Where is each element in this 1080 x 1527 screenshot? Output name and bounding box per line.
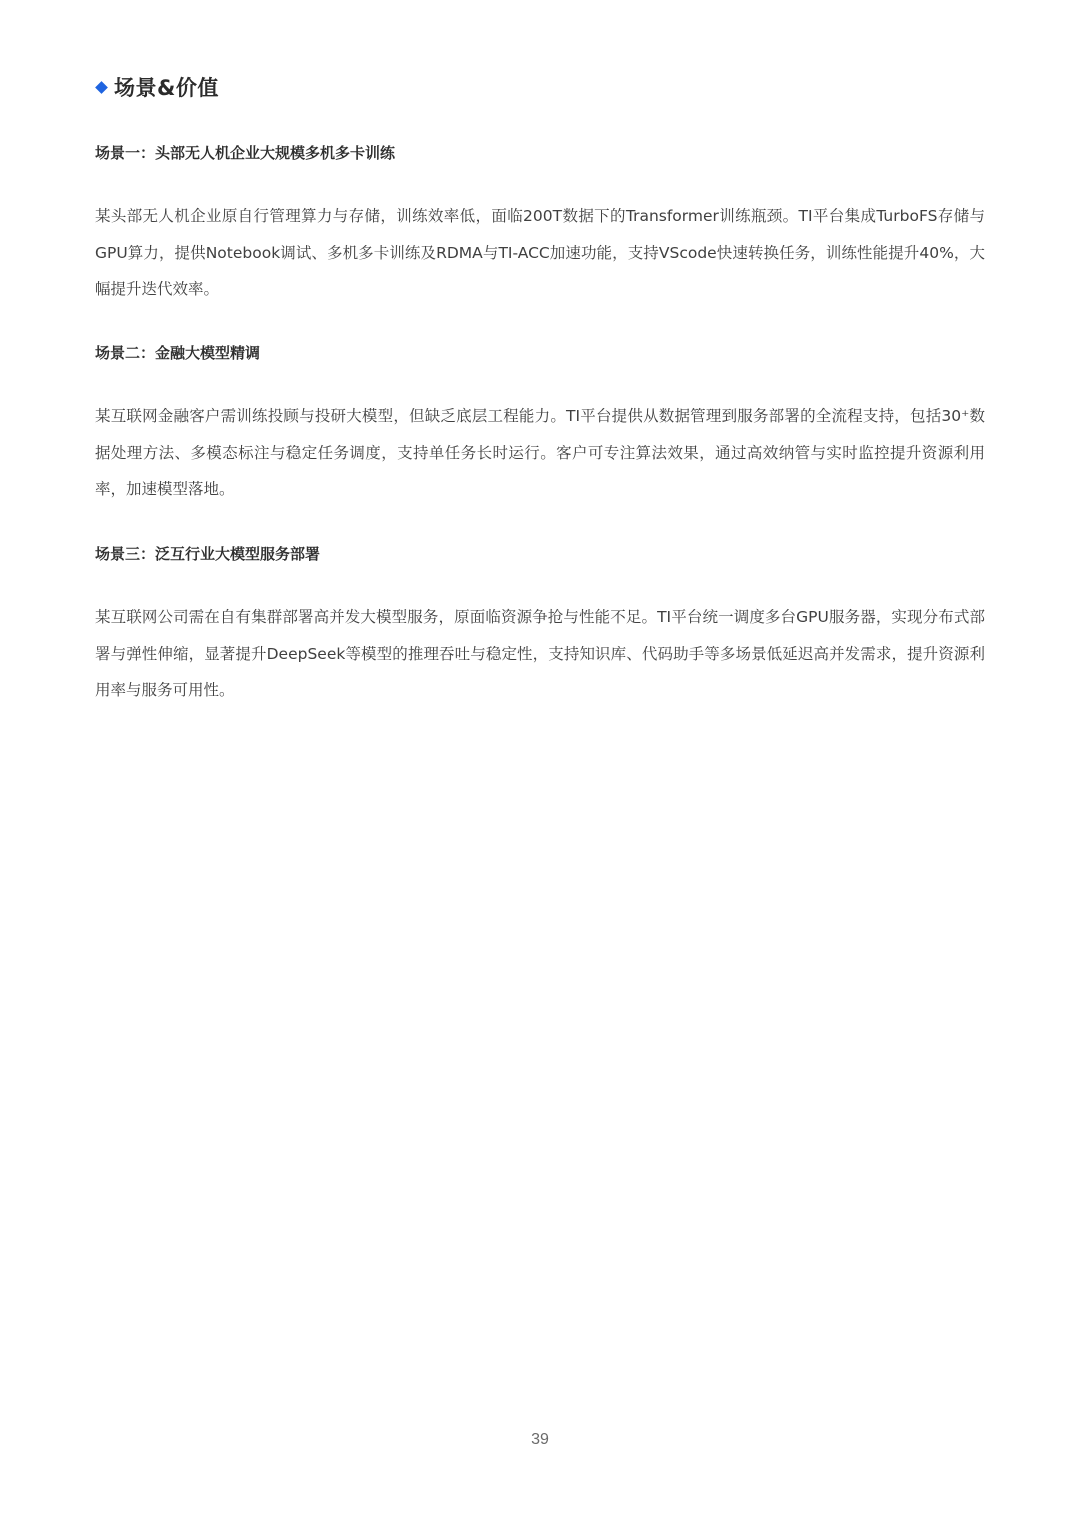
section-title: 场景&价值 bbox=[114, 76, 219, 100]
scene-1-body: 某头部无人机企业原自行管理算力与存储，训练效率低，面临200T数据下的Transformer训练瓶颈。TI平台集成TurboFS存储与GPU算力，提供Notebook调试、多机多卡训练及RDMA与TI-ACC加速功能，支持VScode快速转换任务，训练性能提升40%，大幅提升迭代效率。 bbox=[95, 207, 985, 298]
diamond-bullet-icon bbox=[95, 81, 108, 94]
scene-2-body: 某互联网金融客户需训练投顾与投研大模型，但缺乏底层工程能力。TI平台提供从数据管理到服务部署的全流程支持，包括30⁺数据处理方法、多模态标注与稳定任务调度，支持单任务长时运行。客户可专注算法效果，通过高效纳管与实时监控提升资源利用率，加速模型落地。 bbox=[95, 407, 985, 498]
scene-3-title: 场景三：泛互行业大模型服务部署 bbox=[95, 545, 321, 563]
scene-2-title: 场景二：金融大模型精调 bbox=[95, 344, 261, 362]
scene-3-body: 某互联网公司需在自有集群部署高并发大模型服务，原面临资源争抢与性能不足。TI平台统一调度多台GPU服务器，实现分布式部署与弹性伸缩，显著提升DeepSeek等模型的推理吞吐与稳定性，支持知识库、代码助手等多场景低延迟高并发需求，提升资源利用率与服务可用性。 bbox=[95, 608, 985, 699]
page-number: 39 bbox=[531, 1431, 549, 1448]
scene-1-title: 场景一：头部无人机企业大规模多机多卡训练 bbox=[95, 144, 396, 162]
section-heading bbox=[95, 70, 219, 104]
